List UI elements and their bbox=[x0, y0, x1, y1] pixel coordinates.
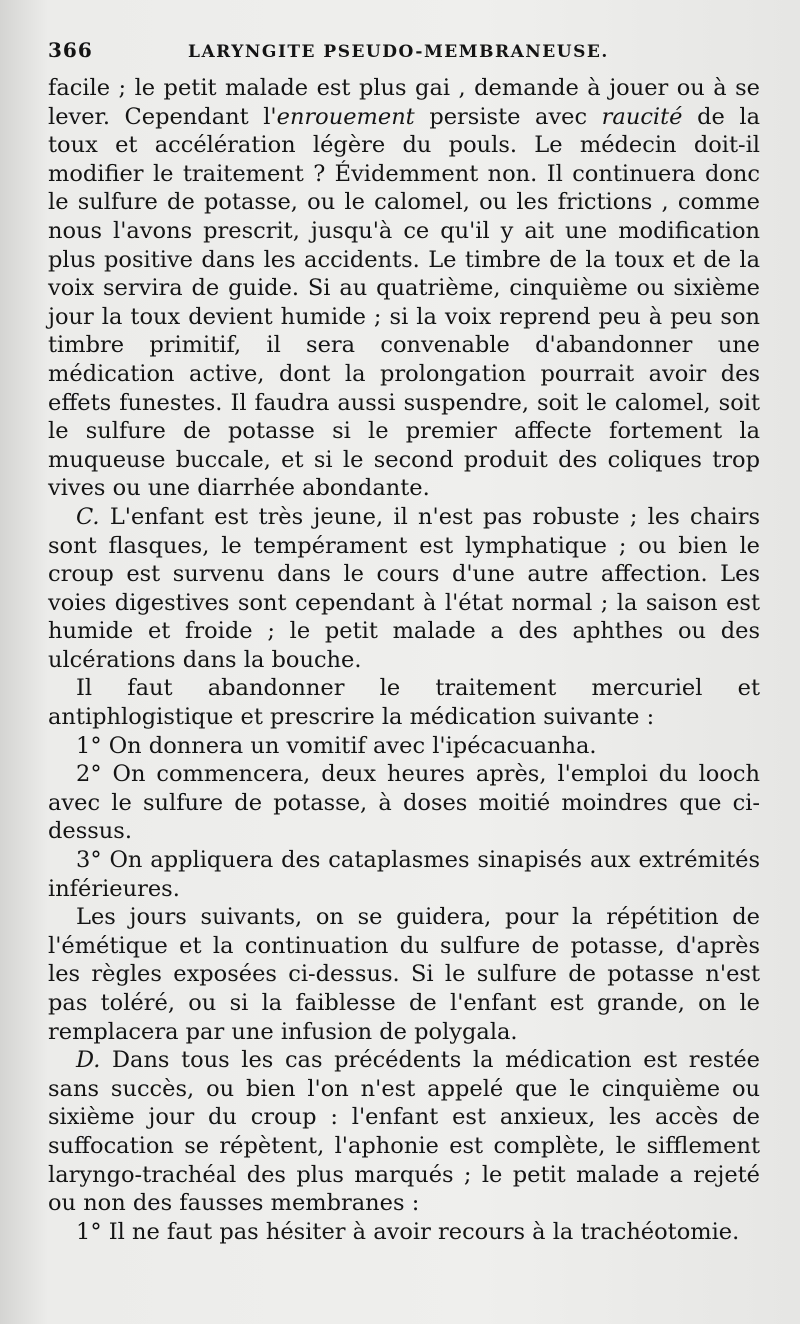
case-letter: C. bbox=[76, 503, 100, 530]
text-segment: de la toux et accélération légère du pouls. Le médecin doit-il modifier le traitement ? Évidemment non. Il continuera donc le sulfure de potasse, ou le calomel, ou les frictions , comme nous l'avons prescrit, jusqu'à ce qu'il y ait une modification plus positive dans les accidents. Le timbre de la toux et de la voix servira de guide. Si au quatrième, cinquième ou sixième jour la toux devient humide ; si la voix reprend peu à peu son timbre primitif, il sera convenable d'abandonner une médication active, dont la prolongation pourrait avoir des effets funestes. Il faudra aussi suspendre, soit le calomel, soit le sulfure de potasse si le premier affecte fortement la muqueuse buccale, et si le second produit des coliques trop vives ou une diarrhée abondante. bbox=[48, 103, 761, 502]
list-item: 1° Il ne faut pas hésiter à avoir recours à la trachéotomie. bbox=[76, 1218, 740, 1245]
emphasis-raucite: raucité bbox=[601, 103, 683, 130]
paragraph: Il faut abandonner le traitement mercuriel et antiphlogistique et prescrire la médication suivante : bbox=[48, 675, 760, 731]
paragraph-case-d bbox=[48, 1046, 760, 1218]
list-item: 1° On donnera un vomitif avec l'ipécacuanha. bbox=[76, 732, 597, 759]
paragraph-case-c bbox=[48, 503, 760, 675]
text-segment: persiste avec bbox=[414, 103, 602, 130]
text-segment: Dans tous les cas précédents la médication est restée sans succès, ou bien l'on n'est appelé que le cinquième ou sixième jour du croup : l'enfant est anxieux, les accès de suffocation se répètent, l'aphonie est complète, le sifflement laryngo-trachéal des plus marqués ; le petit malade a rejeté ou non des fausses membranes : bbox=[48, 1047, 760, 1217]
page-number: 366 bbox=[48, 38, 93, 62]
paragraph: Les jours suivants, on se guidera, pour la répétition de l'émétique et la continuation du sulfure de potasse, d'après les règles exposées ci-dessus. Si le sulfure de potasse n'est pas toléré, ou si la faiblesse de l'enfant est grande, on le remplacera par une infusion de polygala. bbox=[48, 904, 760, 1045]
body-text bbox=[48, 74, 760, 1246]
case-letter: D. bbox=[76, 1047, 101, 1074]
text-segment: facile ; le petit malade est plus gai , demande à jouer ou à se lever. Cependant l' bbox=[48, 75, 760, 130]
page-header bbox=[48, 38, 760, 74]
running-title: LARYNGITE PSEUDO-MEMBRANEUSE. bbox=[188, 42, 609, 62]
paragraph-continuation bbox=[48, 74, 760, 503]
emphasis-enrouement: enrouement bbox=[276, 103, 415, 130]
text-segment: L'enfant est très jeune, il n'est pas robuste ; les chairs sont flasques, le tempérament est lymphatique ; ou bien le croup est survenu dans le cours d'une autre affection. Les voies digestives sont cependant à l'état normal ; la saison est humide et froide ; le petit malade a des aphthes ou des ulcérations dans la bouche. bbox=[48, 503, 760, 673]
list-item: 3° On appliquera des cataplasmes sinapisés aux extrémités inférieures. bbox=[48, 847, 760, 902]
list-item: 2° On commencera, deux heures après, l'emploi du looch avec le sulfure de potasse, à doses moitié moindres que ci-dessus. bbox=[48, 761, 760, 845]
